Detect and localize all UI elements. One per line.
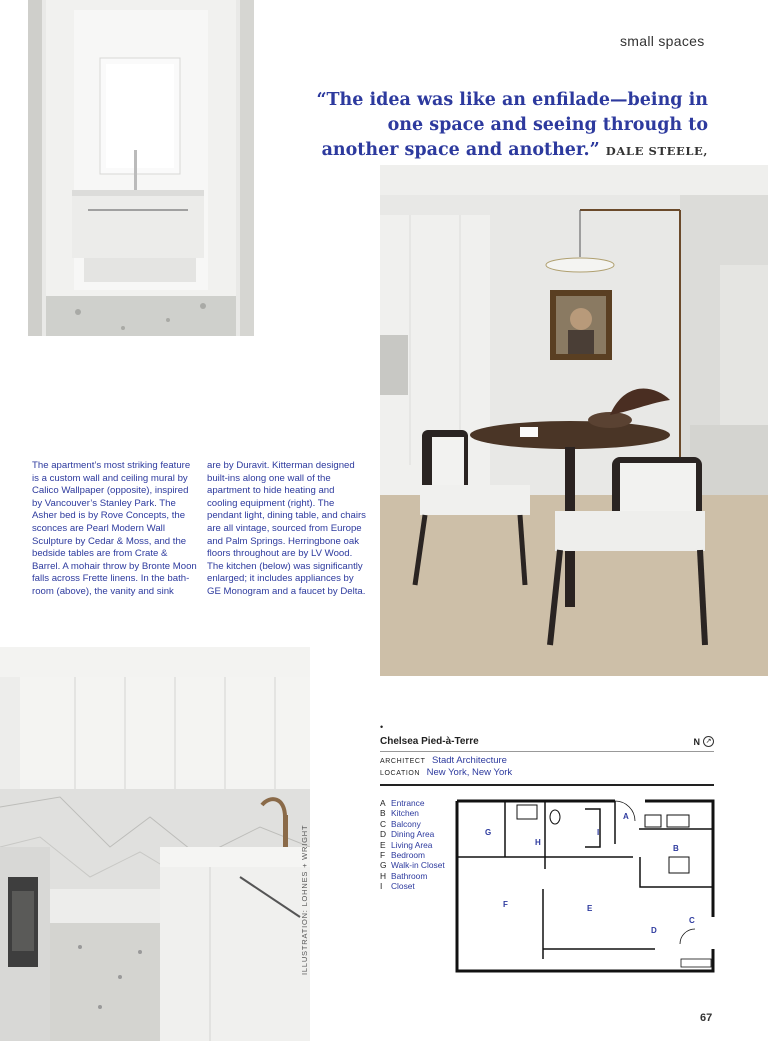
legend-letter: E [380,839,386,850]
project-title: Chelsea Pied-à-Terre [380,736,479,747]
legend-label: Kitchen [391,808,419,819]
legend-label: Closet [391,881,415,892]
plan-label-d: D [651,926,657,935]
radiator-icon [681,959,711,967]
legend-item [380,808,445,818]
legend-label: Dining Area [391,829,435,840]
page-number: 67 [700,1012,713,1024]
location-row [380,767,714,778]
legend-letter: I [380,881,383,892]
legend-label: Living Area [391,839,433,850]
plan-label-a: A [623,812,629,821]
body-column-1 [32,460,198,599]
legend-letter: A [380,798,386,808]
legend-letter: G [380,860,387,871]
north-label: N [693,736,700,747]
legend-label: Walk-in Closet [391,860,445,871]
legend-item [380,871,445,881]
legend-label: Bedroom [391,850,425,861]
kitchen-sink-icon [669,857,689,873]
legend-item [380,829,445,839]
legend-item [380,850,445,860]
info-title-row [380,734,714,752]
oven-icon [645,815,661,827]
sink-icon [517,805,537,819]
legend-label: Bathroom [391,870,428,881]
legend-label: Entrance [391,798,425,808]
info-bullet: • [380,722,384,732]
body-column-2 [207,460,367,599]
location-label: LOCATION [380,770,421,777]
dining-photo [380,165,768,676]
legend-letter: D [380,829,387,840]
architect-label: ARCHITECT [380,758,426,765]
legend-item [380,860,445,870]
architect-row [380,755,714,766]
legend-item [380,840,445,850]
legend-item [380,881,445,891]
body-paragraph-1: The apartment’s most striking feature is a custom wall and ceiling mural by Calico Wallpaper (opposite), inspired by Vancouver’s Stanley Park. The Asher bed is by Rove Concepts, the sconces are Pearl Modern Wall Sculpture by Cedar & Moss, and the bedside tables are from Crate & Barrel. A mohair throw by Bronte Moon falls across Frette linens. In the bathroom (above), the vanity and sink [32,460,197,597]
toilet-icon [550,810,560,824]
floorplan-legend [380,798,445,892]
info-divider [380,784,714,786]
floor-plan [455,799,717,975]
north-arrow-icon: ↗ [703,736,714,747]
plan-label-g: G [485,828,492,837]
section-label: small spaces [620,33,705,49]
legend-letter: C [380,818,387,829]
illustration-credit: ILLUSTRATION: LOHNES + WRIGHT [300,824,309,975]
location-value: New York, New York [426,767,513,778]
plan-label-h: H [535,838,541,847]
balcony-door-swing [680,929,695,944]
plan-label-c: C [689,916,695,925]
plan-label-e: E [587,904,593,913]
architect-value: Stadt Architecture [431,755,507,766]
body-paragraph-2: are by Duravit. Kitterman designed built-ins along one wall of the apartment to hide heating and cooling equipment (right). The pendant light, dining table, and chairs are all vintage, sourced from Europe and Palm Springs. Herringbone oak floors throughout are by LV Wood. The kitchen (below) was significantly enlarged; it includes appliances by GE Monogram and a faucet by Delta. [207,460,366,597]
stove-icon [667,815,689,827]
legend-letter: H [380,870,387,881]
plan-interior-walls [457,801,713,959]
legend-letter: B [380,808,386,819]
legend-item [380,798,445,808]
plan-labels [485,812,695,935]
legend-letter: F [380,850,386,861]
legend-item [380,819,445,829]
bathroom-photo [28,0,254,336]
plan-label-b: B [673,844,679,853]
kitchen-photo [0,647,310,1041]
quote-text: “The idea was like an enfilade—being in one space and seeing through to another space and another.” [316,90,708,160]
quote-attribution: DALE STEELE, [605,144,708,158]
plan-label-f: F [503,900,508,909]
project-info [380,722,714,786]
plan-label-i: I [597,828,600,837]
legend-label: Balcony [391,818,421,829]
north-indicator [694,736,715,747]
